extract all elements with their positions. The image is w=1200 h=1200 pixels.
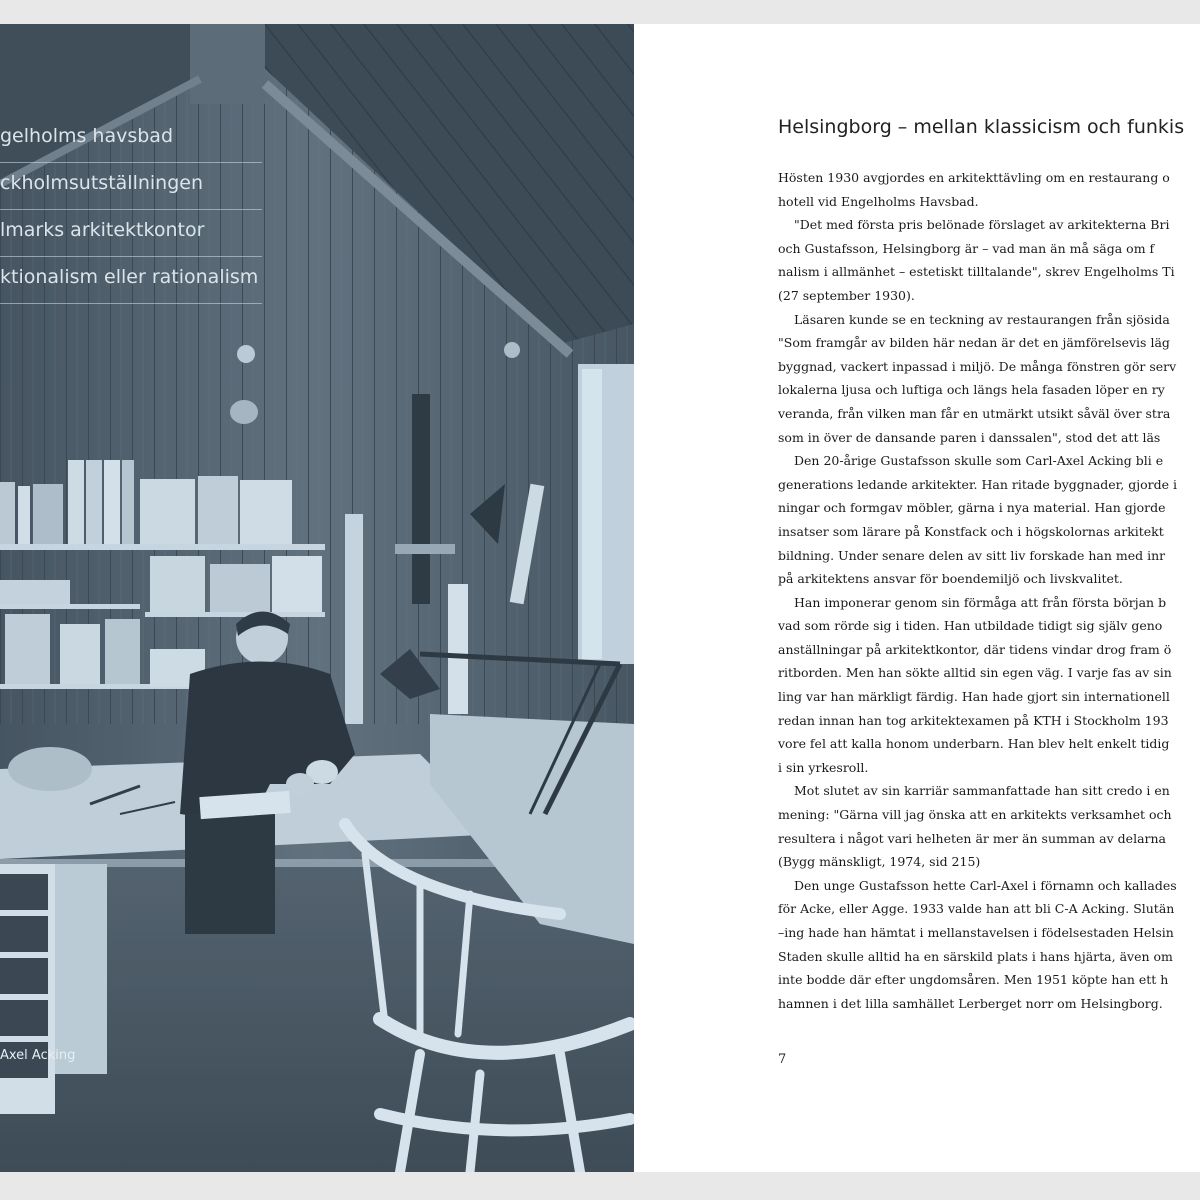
page-number: 7 [778, 1052, 787, 1067]
text-line: hotell vid Engelholms Havsbad. [778, 193, 979, 209]
contents-item: gelholms havsbad [0, 116, 262, 163]
text-line: byggnad, vackert inpassad i miljö. De många fönstren gör serv [778, 358, 1177, 374]
text-line: mening: "Gärna vill jag önska att en arkitekts verksamhet och [778, 807, 1172, 823]
contents-item: lmarks arkitektkontor [0, 210, 262, 257]
text-line: (27 september 1930). [778, 287, 915, 303]
text-line: Den unge Gustafsson hette Carl-Axel i förnamn och kallades [794, 877, 1177, 893]
text-line: Den 20-årige Gustafsson skulle som Carl-Axel Acking bli e [794, 453, 1164, 469]
text-line: som in över de dansande paren i danssalen", stod det att läs [778, 429, 1161, 445]
text-line: "Som framgår av bilden här nedan är det en jämförelsevis läg [778, 335, 1170, 351]
text-line: nalism i allmänhet – estetiskt tilltalande", skrev Engelholms Ti [778, 264, 1175, 280]
text-line: lokalerna ljusa och luftiga och längs hela fasaden löper en ry [778, 382, 1165, 398]
text-line: generations ledande arkitekter. Han ritade byggnader, gjorde i [778, 476, 1177, 492]
contents-list [0, 116, 262, 304]
text-line: Mot slutet av sin karriär sammanfattade han sitt credo i en [794, 783, 1170, 799]
text-line: på arkitektens ansvar för boendemiljö och livskvalitet. [778, 571, 1123, 587]
text-line: (Bygg mänskligt, 1974, sid 215) [778, 854, 981, 870]
text-line: ningar och formgav möbler, gärna i nya material. Han gjorde [778, 500, 1166, 516]
text-line: insatser som lärare på Konstfack och i högskolornas arkitekt [778, 523, 1164, 539]
text-line: redan innan han tog arkitektexamen på KTH i Stockholm 193 [778, 712, 1169, 728]
text-line: för Acke, eller Agge. 1933 valde han att bli C-A Acking. Slutän [778, 901, 1175, 917]
text-line: veranda, från vilken man får en utmärkt utsikt såväl över stra [778, 405, 1171, 421]
text-line: ritborden. Men han sökte alltid sin egen väg. I varje fas av sin [778, 665, 1172, 681]
body-text [778, 166, 1200, 1015]
text-line: Staden skulle alltid ha en särskild plats i hans hjärta, även om [778, 948, 1173, 964]
text-line: inte bodde där efter ungdomsåren. Men 1951 köpte han ett h [778, 972, 1169, 988]
text-line: Hösten 1930 avgjordes en arkitekttävling om en restaurang o [778, 170, 1170, 185]
contents-item: ckholmsutställningen [0, 163, 262, 210]
text-line: "Det med första pris belönade förslaget av arkitekterna Bri [794, 217, 1170, 233]
text-line: vad som rörde sig i tiden. Han utbildade tidigt sig själv geno [778, 618, 1163, 634]
text-line: och Gustafsson, Helsingborg är – vad man än må säga om f [778, 240, 1155, 256]
chapter-heading: Helsingborg – mellan klassicism och funkis [778, 116, 1185, 138]
text-line: i sin yrkesroll. [778, 759, 869, 775]
contents-item: ktionalism eller rationalism [0, 257, 262, 304]
text-line: vore fel att kalla honom underbarn. Han blev helt enkelt tidig [778, 736, 1170, 752]
right-text-page [634, 24, 1200, 1172]
photo-caption: Axel Acking [0, 1048, 76, 1063]
text-line: Han imponerar genom sin förmåga att från första början b [794, 594, 1167, 610]
text-line: Läsaren kunde se en teckning av restaurangen från sjösida [794, 311, 1170, 327]
left-photo-page [0, 24, 634, 1172]
text-line: anställningar på arkitektkontor, där tidens vindar drog fram ö [778, 641, 1172, 657]
text-line: ling var han märkligt färdig. Han hade gjort sin internationell [778, 689, 1170, 705]
text-line: resultera i något vari helheten är mer än summan av delarna [778, 830, 1166, 846]
book-spread [0, 24, 1200, 1172]
text-line: –ing hade han hämtat i mellanstavelsen i födelsestaden Helsin [778, 925, 1174, 940]
text-line: hamnen i det lilla samhället Lerberget norr om Helsingborg. [778, 995, 1163, 1011]
text-line: bildning. Under senare delen av sitt liv forskade han med inr [778, 547, 1166, 563]
